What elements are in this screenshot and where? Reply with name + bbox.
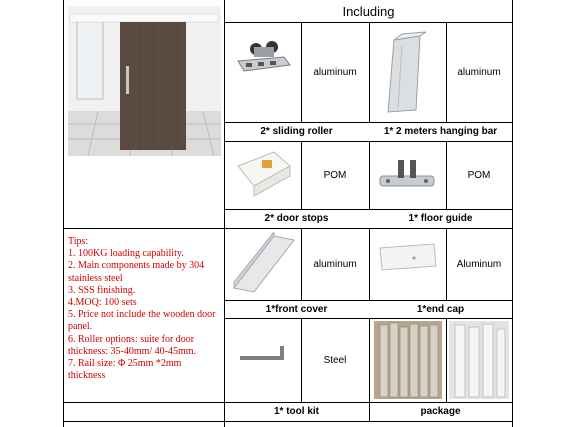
sliding-roller-material: aluminum (313, 66, 357, 78)
front-cover-material: aluminum (313, 258, 357, 270)
door-stops-image (232, 146, 296, 204)
tip-item: 1. 100KG loading capability. (68, 248, 184, 260)
floor-guide-material: POM (467, 169, 491, 181)
door-stops-material: POM (323, 169, 347, 181)
end-cap-image (374, 240, 440, 280)
front-cover-label: 1*front cover (265, 303, 328, 315)
door-photo (68, 6, 221, 156)
tip-item: 7. Rail size: Φ 25mm *2mm thickness (68, 358, 182, 382)
hanging-bar-label: 1* 2 meters hanging bar (383, 126, 498, 137)
front-cover-image (230, 232, 298, 294)
tool-kit-label: 1* tool kit (273, 406, 319, 417)
end-cap-label: 1*end cap (416, 303, 465, 315)
sliding-roller-label: 2* sliding roller (260, 126, 333, 137)
hanging-bar-material: aluminum (457, 66, 501, 78)
floor-guide-label: 1* floor guide (408, 213, 473, 224)
tip-item: 4.MOQ: 100 sets (68, 297, 137, 309)
hanging-bar-image (374, 30, 440, 114)
tip-item: 3. SSS finishing. (68, 284, 136, 296)
tool-kit-image (234, 338, 294, 378)
sliding-roller-image (232, 35, 296, 83)
header-title: Including (342, 3, 395, 19)
tip-item: 6. Roller options: suite for door thickness: 35-40mm/ 40-45mm. (68, 333, 197, 357)
end-cap-material: Aluminum (456, 258, 502, 270)
package-image-1 (374, 321, 442, 399)
floor-guide-image (374, 150, 440, 204)
door-stops-label: 2* door stops (264, 213, 329, 224)
tip-item: 5. Price not include the wooden door panel. (68, 309, 216, 333)
tips-list (68, 236, 220, 382)
package-label: package (420, 406, 461, 417)
tips-heading: Tips: (68, 236, 89, 247)
tip-item: 2. Main components made by 304 stainless steel (68, 260, 205, 284)
tool-kit-material: Steel (323, 354, 347, 366)
package-image-2 (449, 321, 509, 399)
